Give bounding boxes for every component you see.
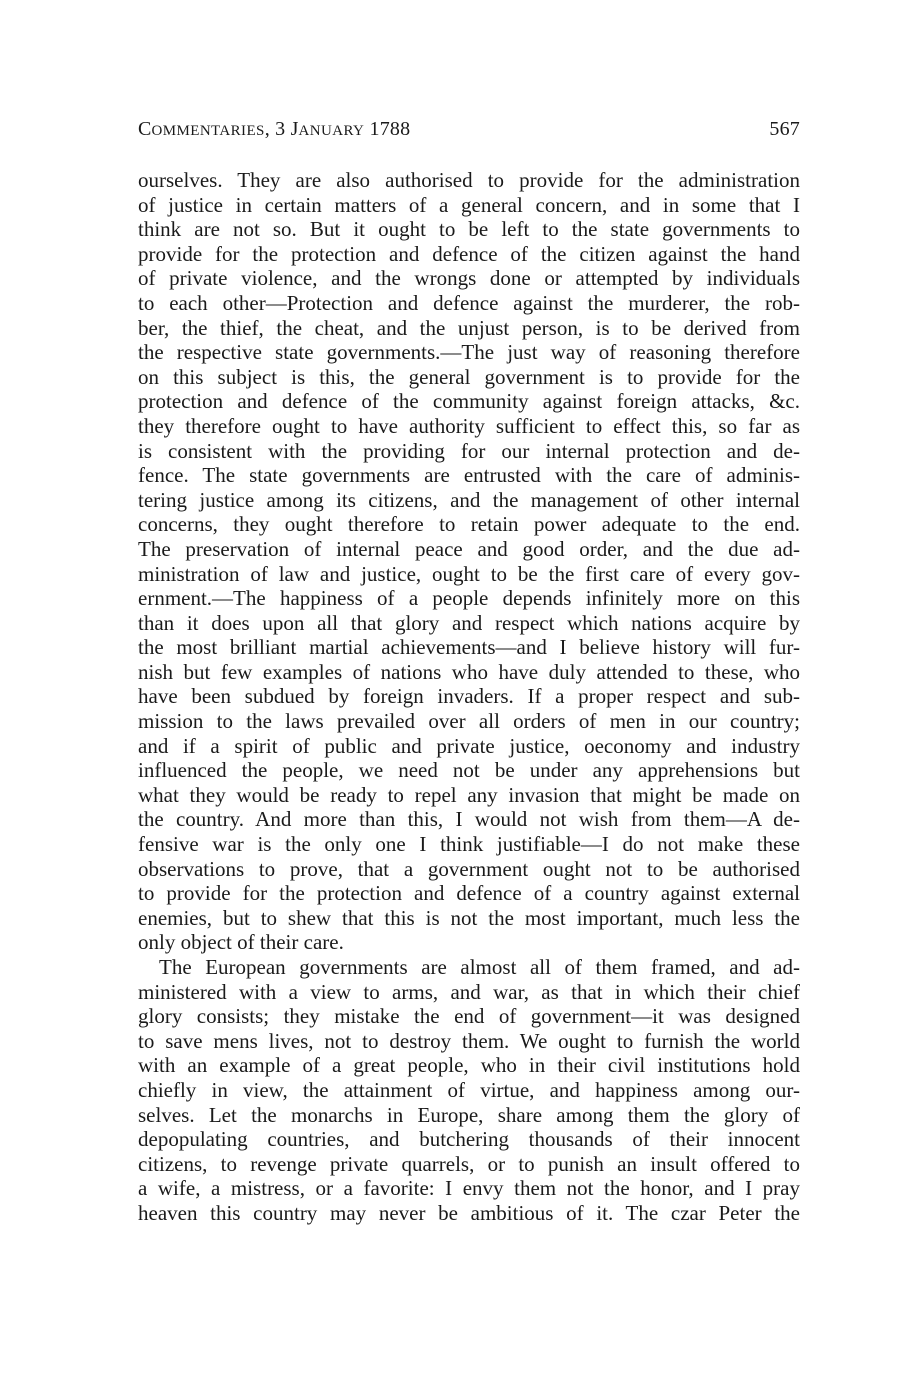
paragraph-2 <box>138 955 800 1226</box>
text-line: on this subject is this, the general government is to provide for the <box>138 364 800 389</box>
running-head-title: COMMENTARIES, 3 JANUARY 1788 <box>138 118 411 140</box>
text-line: to provide for the protection and defence of a country against external <box>138 881 800 906</box>
text-line: of justice in certain matters of a general concern, and in some that I <box>138 192 800 217</box>
text-line: selves. Let the monarchs in Europe, share among them the glory of <box>138 1102 800 1127</box>
text-line: protection and defence of the community against foreign attacks, &c. <box>138 389 800 414</box>
text-line: nish but few examples of nations who have duly attended to these, who <box>138 659 800 684</box>
text-line: to save mens lives, not to destroy them. We ought to furnish the world <box>138 1028 800 1053</box>
text-line: the most brilliant martial achievements—and I believe history will fur- <box>138 635 800 660</box>
text-line: a wife, a mistress, or a favorite: I envy them not the honor, and I pray <box>138 1176 800 1201</box>
text-line: fensive war is the only one I think justifiable—I do not make these <box>138 832 800 857</box>
text-line: provide for the protection and defence of the citizen against the hand <box>138 241 800 266</box>
text-line: enemies, but to shew that this is not the most important, much less the <box>138 905 800 930</box>
text-line: heaven this country may never be ambitious of it. The czar Peter the <box>138 1200 800 1225</box>
text-line: chiefly in view, the attainment of virtue, and happiness among our- <box>138 1077 800 1102</box>
paragraph-1 <box>138 168 800 955</box>
text-line: influenced the people, we need not be under any apprehensions but <box>138 758 800 783</box>
text-line: tering justice among its citizens, and the management of other internal <box>138 487 800 512</box>
text-line: The European governments are almost all of them framed, and ad- <box>159 955 800 979</box>
text-line: ernment.—The happiness of a people depends infinitely more on this <box>138 586 800 611</box>
text-line: ber, the thief, the cheat, and the unjust person, is to be derived from <box>138 315 800 340</box>
text-line: ministered with a view to arms, and war, as that in which their chief <box>138 979 800 1004</box>
text-line: fence. The state governments are entrusted with the care of adminis- <box>138 463 800 488</box>
text-line: than it does upon all that glory and respect which nations acquire by <box>138 610 800 635</box>
text-line: what they would be ready to repel any invasion that might be made on <box>138 782 800 807</box>
text-line: ourselves. They are also authorised to provide for the administration <box>138 168 800 192</box>
text-line: with an example of a great people, who in their civil institutions hold <box>138 1053 800 1078</box>
body-text <box>138 168 800 1226</box>
text-line: think are not so. But it ought to be left to the state governments to <box>138 217 800 242</box>
text-line: they therefore ought to have authority sufficient to effect this, so far as <box>138 413 800 438</box>
document-page <box>138 118 800 1226</box>
text-line: only object of their care. <box>138 930 344 955</box>
text-line: glory consists; they mistake the end of government—it was designed <box>138 1004 800 1029</box>
text-line: The preservation of internal peace and good order, and the due ad- <box>138 536 800 561</box>
text-line: and if a spirit of public and private justice, oeconomy and industry <box>138 733 800 758</box>
running-head <box>138 118 800 154</box>
text-line: is consistent with the providing for our internal protection and de- <box>138 438 800 463</box>
text-line: have been subdued by foreign invaders. If a proper respect and sub- <box>138 684 800 709</box>
text-line: ministration of law and justice, ought to be the first care of every gov- <box>138 561 800 586</box>
text-line: observations to prove, that a government ought not to be authorised <box>138 856 800 881</box>
text-line: mission to the laws prevailed over all orders of men in our country; <box>138 709 800 734</box>
text-line: concerns, they ought therefore to retain power adequate to the end. <box>138 512 800 537</box>
text-line: the respective state governments.—The just way of reasoning therefore <box>138 340 800 365</box>
text-line: the country. And more than this, I would not wish from them—A de- <box>138 807 800 832</box>
text-line: depopulating countries, and butchering thousands of their innocent <box>138 1127 800 1152</box>
text-line: citizens, to revenge private quarrels, or to punish an insult offered to <box>138 1151 800 1176</box>
text-line: of private violence, and the wrongs done or attempted by individuals <box>138 266 800 291</box>
page-number: 567 <box>769 118 800 140</box>
text-line: to each other—Protection and defence against the murderer, the rob- <box>138 290 800 315</box>
